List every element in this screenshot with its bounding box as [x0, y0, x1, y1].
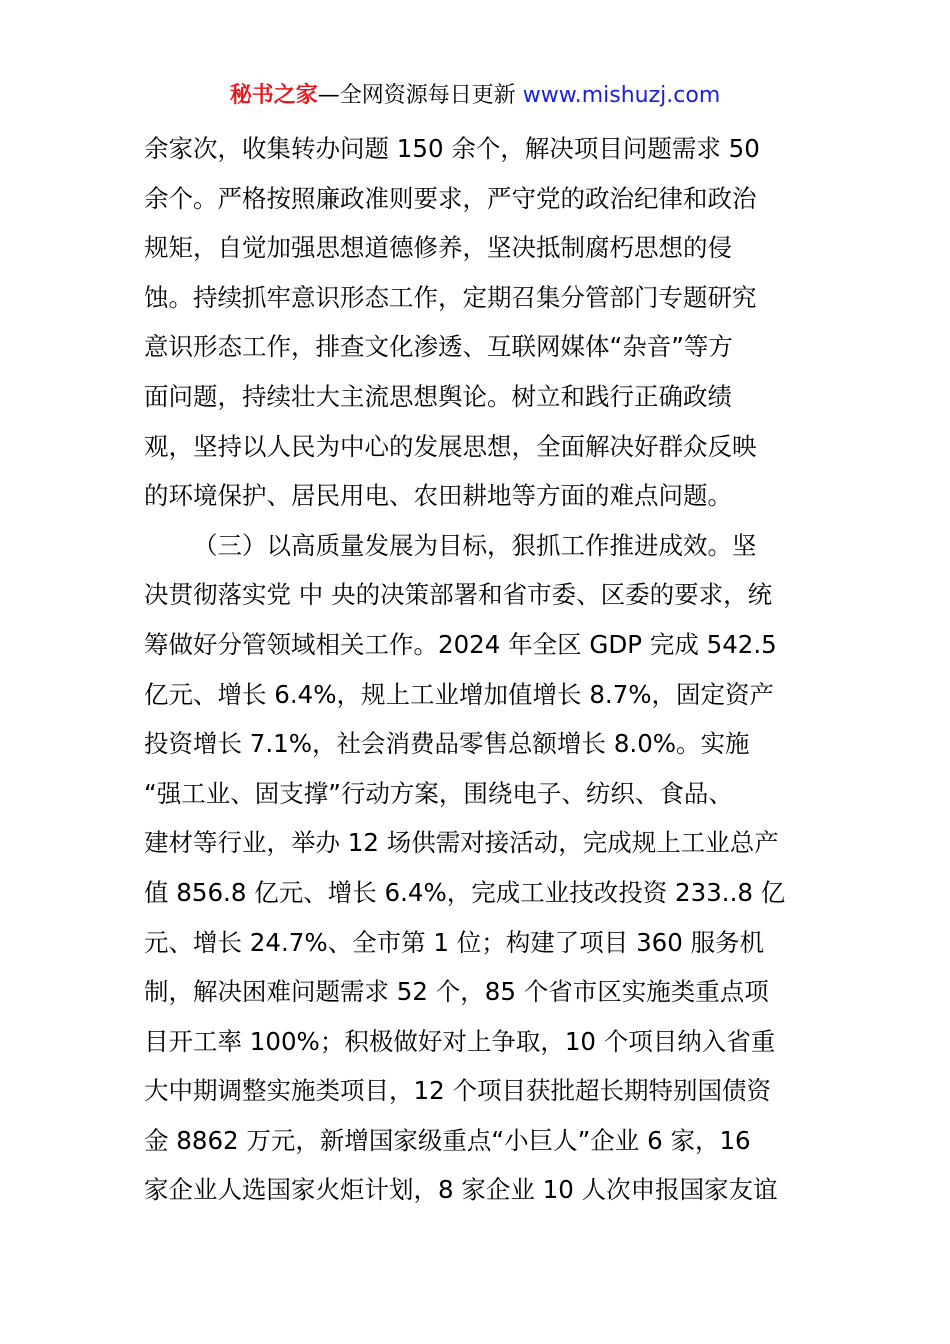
text-line: 制，解决困难问题需求 52 个，85 个省市区实施类重点项 [144, 977, 769, 1007]
text-line: “强工业、固支撑”行动方案，围绕电子、纺织、食品、 [144, 778, 733, 808]
text-line: 元、增长 24.7%、全市第 1 位；构建了项目 360 服务机 [144, 927, 765, 957]
text-line: 家企业人选国家火炬计划，8 家企业 10 人次申报国家友谊 [144, 1175, 778, 1205]
text-line: 金 8862 万元，新增国家级重点“小巨人”企业 6 家，16 [144, 1125, 751, 1155]
text-line: 亿元、增长 6.4%，规上工业增加值增长 8.7%，固定资产 [144, 679, 775, 709]
text-line: 蚀。持续抓牢意识形态工作，定期召集分管部门专题研究 [144, 282, 757, 312]
site-url-link[interactable]: www.mishuzj.com [522, 83, 721, 108]
text-line: 筹做好分管领域相关工作。2024 年全区 GDP 完成 542.5 [144, 629, 777, 659]
text-line: 的环境保护、居民用电、农田耕地等方面的难点问题。 [144, 481, 732, 511]
text-line: 观，坚持以人民为中心的发展思想，全面解决好群众反映 [144, 431, 757, 461]
text-line: 余个。严格按照廉政准则要求，严守党的政治纪律和政治 [144, 183, 757, 213]
text-line: 规矩，自觉加强思想道德修养，坚决抵制腐朽思想的侵 [144, 233, 732, 263]
text-line: 决贯彻落实党 中 央的决策部署和省市委、区委的要求，统 [144, 580, 773, 610]
header-slogan: —全网资源每日更新 [317, 83, 516, 108]
text-line: 意识形态工作，排查文化渗透、互联网媒体“杂音”等方 [144, 332, 733, 362]
text-line: 投资增长 7.1%，社会消费品零售总额增长 8.0%。实施 [144, 729, 750, 759]
text-line: 建材等行业，举办 12 场供需对接活动，完成规上工业总产 [144, 828, 779, 858]
text-line: （三）以高质量发展为目标，狠抓工作推进成效。坚 [193, 530, 757, 560]
text-line: 大中期调整实施类项目，12 个项目获批超长期特别国债资 [144, 1076, 771, 1106]
text-line: 值 856.8 亿元、增长 6.4%，完成工业技改投资 233..8 亿 [144, 877, 786, 907]
text-line: 面问题，持续壮大主流思想舆论。树立和践行正确政绩 [144, 381, 732, 411]
page-header [0, 80, 950, 112]
brand-name: 秘书之家 [229, 83, 318, 108]
text-line: 目开工率 100%；积极做好对上争取，10 个项目纳入省重 [144, 1026, 776, 1056]
document-body [144, 124, 814, 1215]
text-line: 余家次，收集转办问题 150 余个，解决项目问题需求 50 [144, 134, 760, 163]
